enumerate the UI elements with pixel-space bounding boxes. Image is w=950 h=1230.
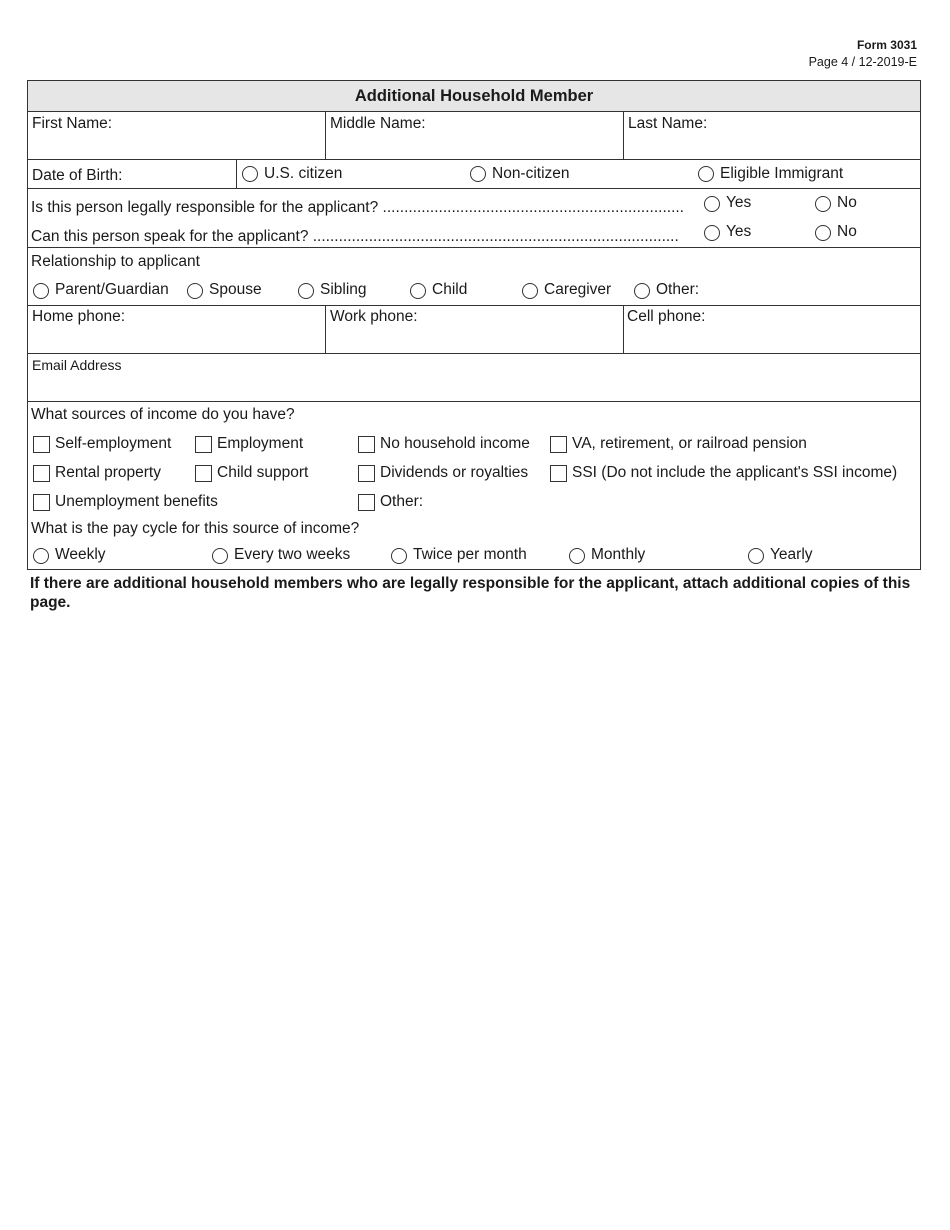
last-name-label: Last Name: [628,115,708,132]
sibling-label: Sibling [320,281,367,298]
page-info: Page 4 / 12-2019-E [808,55,917,69]
legally-responsible-yes-label: Yes [726,194,752,211]
home-phone-label: Home phone: [32,308,126,325]
employment-checkbox[interactable] [195,436,212,453]
yearly-radio[interactable] [748,548,764,564]
employment-label: Employment [217,435,304,452]
child-support-label: Child support [217,464,309,481]
child-radio[interactable] [410,283,426,299]
spouse-radio[interactable] [187,283,203,299]
self-employment-label: Self-employment [55,435,172,452]
monthly-radio[interactable] [569,548,585,564]
pension-checkbox[interactable] [550,436,567,453]
household-member-form [27,80,921,570]
pension-label: VA, retirement, or railroad pension [572,435,807,452]
yearly-label: Yearly [770,546,813,563]
monthly-label: Monthly [591,546,646,563]
eligible-immigrant-label: Eligible Immigrant [720,165,844,182]
speak-for-applicant-no-radio[interactable] [815,225,831,241]
relationship-label: Relationship to applicant [31,253,200,270]
other-income-label: Other: [380,493,424,510]
divider [623,305,624,353]
child-support-checkbox[interactable] [195,465,212,482]
dividends-checkbox[interactable] [358,465,375,482]
form-number: Form 3031 [856,38,917,52]
other-relationship-label: Other: [656,281,700,298]
weekly-label: Weekly [55,546,106,563]
form-title: Additional Household Member [28,81,920,112]
divider [325,305,326,353]
divider [28,188,920,189]
divider [28,401,920,402]
sibling-radio[interactable] [298,283,314,299]
pay-cycle-question: What is the pay cycle for this source of income? [31,520,360,537]
divider [28,247,920,248]
footer-note: If there are additional household members who are legally responsible for the applicant, attach additional copies of this page. [30,575,911,611]
divider [28,353,920,354]
legally-responsible-yes-radio[interactable] [704,196,720,212]
us-citizen-label: U.S. citizen [264,165,343,182]
dob-label: Date of Birth: [32,167,123,184]
weekly-radio[interactable] [33,548,49,564]
no-household-income-label: No household income [380,435,530,452]
legally-responsible-question: Is this person legally responsible for the applicant? ...................................................................... [31,199,684,216]
divider [236,159,237,188]
self-employment-checkbox[interactable] [33,436,50,453]
middle-name-label: Middle Name: [330,115,426,132]
first-name-label: First Name: [32,115,113,132]
no-household-income-checkbox[interactable] [358,436,375,453]
caregiver-label: Caregiver [544,281,612,298]
unemployment-checkbox[interactable] [33,494,50,511]
rental-property-checkbox[interactable] [33,465,50,482]
speak-for-applicant-question: Can this person speak for the applicant? ..................................................................................... [31,228,679,245]
other-income-checkbox[interactable] [358,494,375,511]
legally-responsible-no-radio[interactable] [815,196,831,212]
divider [325,111,326,159]
dividends-label: Dividends or royalties [380,464,529,481]
caregiver-radio[interactable] [522,283,538,299]
divider [28,159,920,160]
parent-guardian-label: Parent/Guardian [55,281,169,298]
ssi-label: SSI (Do not include the applicant's SSI income) [572,464,898,481]
rental-property-label: Rental property [55,464,161,481]
ssi-checkbox[interactable] [550,465,567,482]
us-citizen-radio[interactable] [242,166,258,182]
child-label: Child [432,281,468,298]
income-sources-question: What sources of income do you have? [31,406,295,423]
divider [28,305,920,306]
eligible-immigrant-radio[interactable] [698,166,714,182]
every-two-weeks-radio[interactable] [212,548,228,564]
twice-per-month-label: Twice per month [413,546,527,563]
speak-for-applicant-yes-radio[interactable] [704,225,720,241]
non-citizen-radio[interactable] [470,166,486,182]
divider [623,111,624,159]
legally-responsible-no-label: No [837,194,857,211]
spouse-label: Spouse [209,281,262,298]
work-phone-label: Work phone: [330,308,418,325]
unemployment-label: Unemployment benefits [55,493,218,510]
parent-guardian-radio[interactable] [33,283,49,299]
speak-for-applicant-yes-label: Yes [726,223,752,240]
non-citizen-label: Non-citizen [492,165,570,182]
cell-phone-label: Cell phone: [627,308,706,325]
speak-for-applicant-no-label: No [837,223,857,240]
email-label: Email Address [32,357,122,373]
every-two-weeks-label: Every two weeks [234,546,351,563]
other-relationship-radio[interactable] [634,283,650,299]
twice-per-month-radio[interactable] [391,548,407,564]
